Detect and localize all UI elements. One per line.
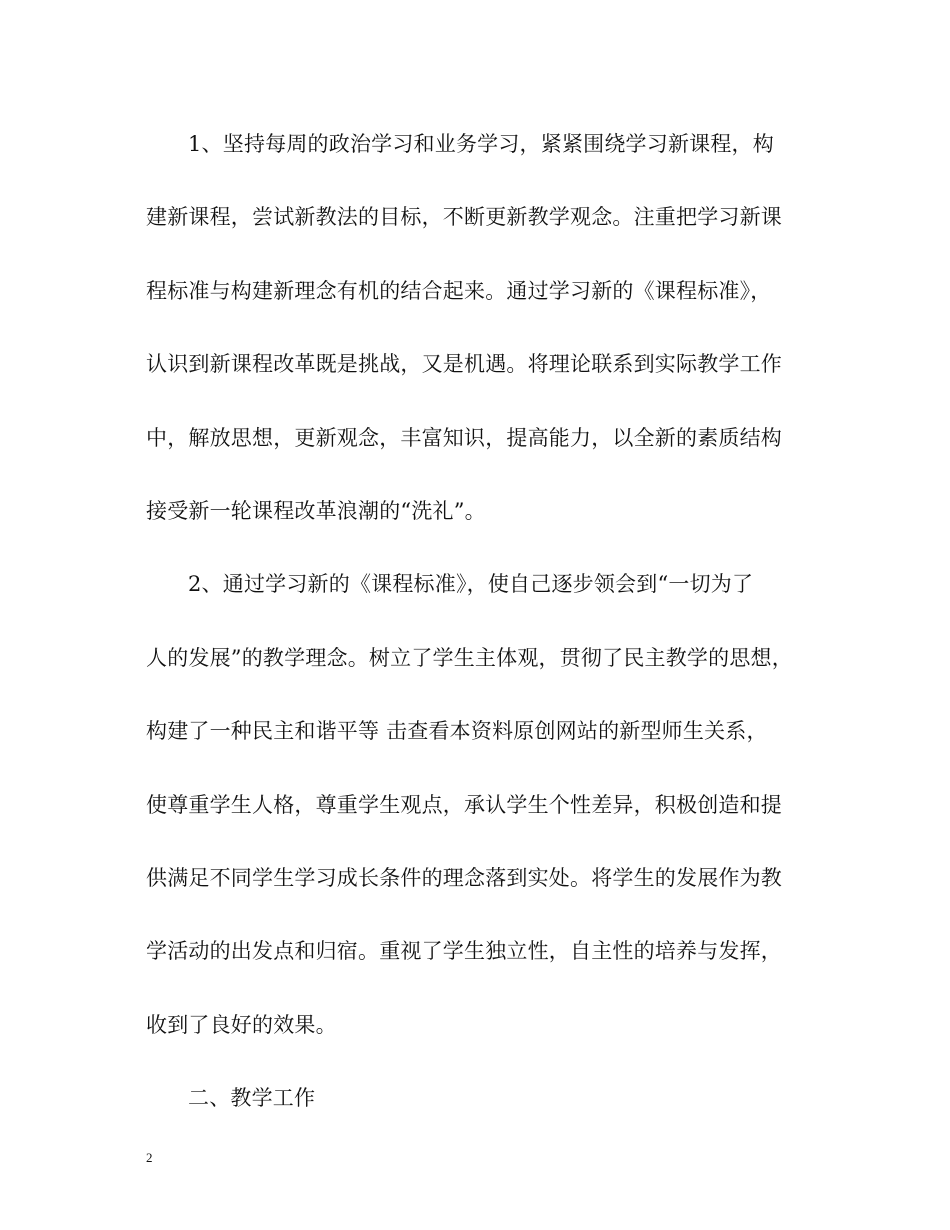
section-heading [146,1072,826,1145]
paragraph-1 [146,118,826,558]
paragraph-line: 供满足不同学生学习成长条件的理念落到实处。将学生的发展作为教 [146,865,782,890]
paragraph-line: 人的发展”的教学理念。树立了学生主体观，贯彻了民主教学的思想， [146,645,793,670]
paragraph-line: 1、坚持每周的政治学习和业务学习，紧紧围绕学习新课程，构 [188,132,774,156]
paragraph-line: 构建了一种民主和谐平等 击查看本资料原创网站的新型师生关系， [146,719,768,744]
section-heading-text: 二、教学工作 [188,1086,316,1111]
paragraph-line: 接受新一轮课程改革浪潮的“洗礼”。 [146,498,486,523]
paragraph-2 [146,558,826,1072]
paragraph-line: 学活动的出发点和归宿。重视了学生独立性，自主性的培养与发挥， [146,939,782,964]
paragraph-line: 中，解放思想，更新观念，丰富知识，提高能力，以全新的素质结构 [146,425,782,450]
page-number: 2 [146,1150,153,1165]
document-body [146,118,826,1145]
paragraph-line: 建新课程，尝试新教法的目标，不断更新教学观念。注重把学习新课 [146,205,782,230]
paragraph-line: 使尊重学生人格，尊重学生观点，承认学生个性差异，积极创造和提 [146,792,782,817]
paragraph-line: 2、通过学习新的《课程标准》，使自己逐步领会到“一切为了 [188,572,754,597]
paragraph-line: 程标准与构建新理念有机的结合起来。通过学习新的《课程标准》， [146,278,772,303]
paragraph-line: 认识到新课程改革既是挑战，又是机遇。将理论联系到实际教学工作 [146,352,782,377]
paragraph-line: 收到了良好的效果。 [146,1012,337,1037]
